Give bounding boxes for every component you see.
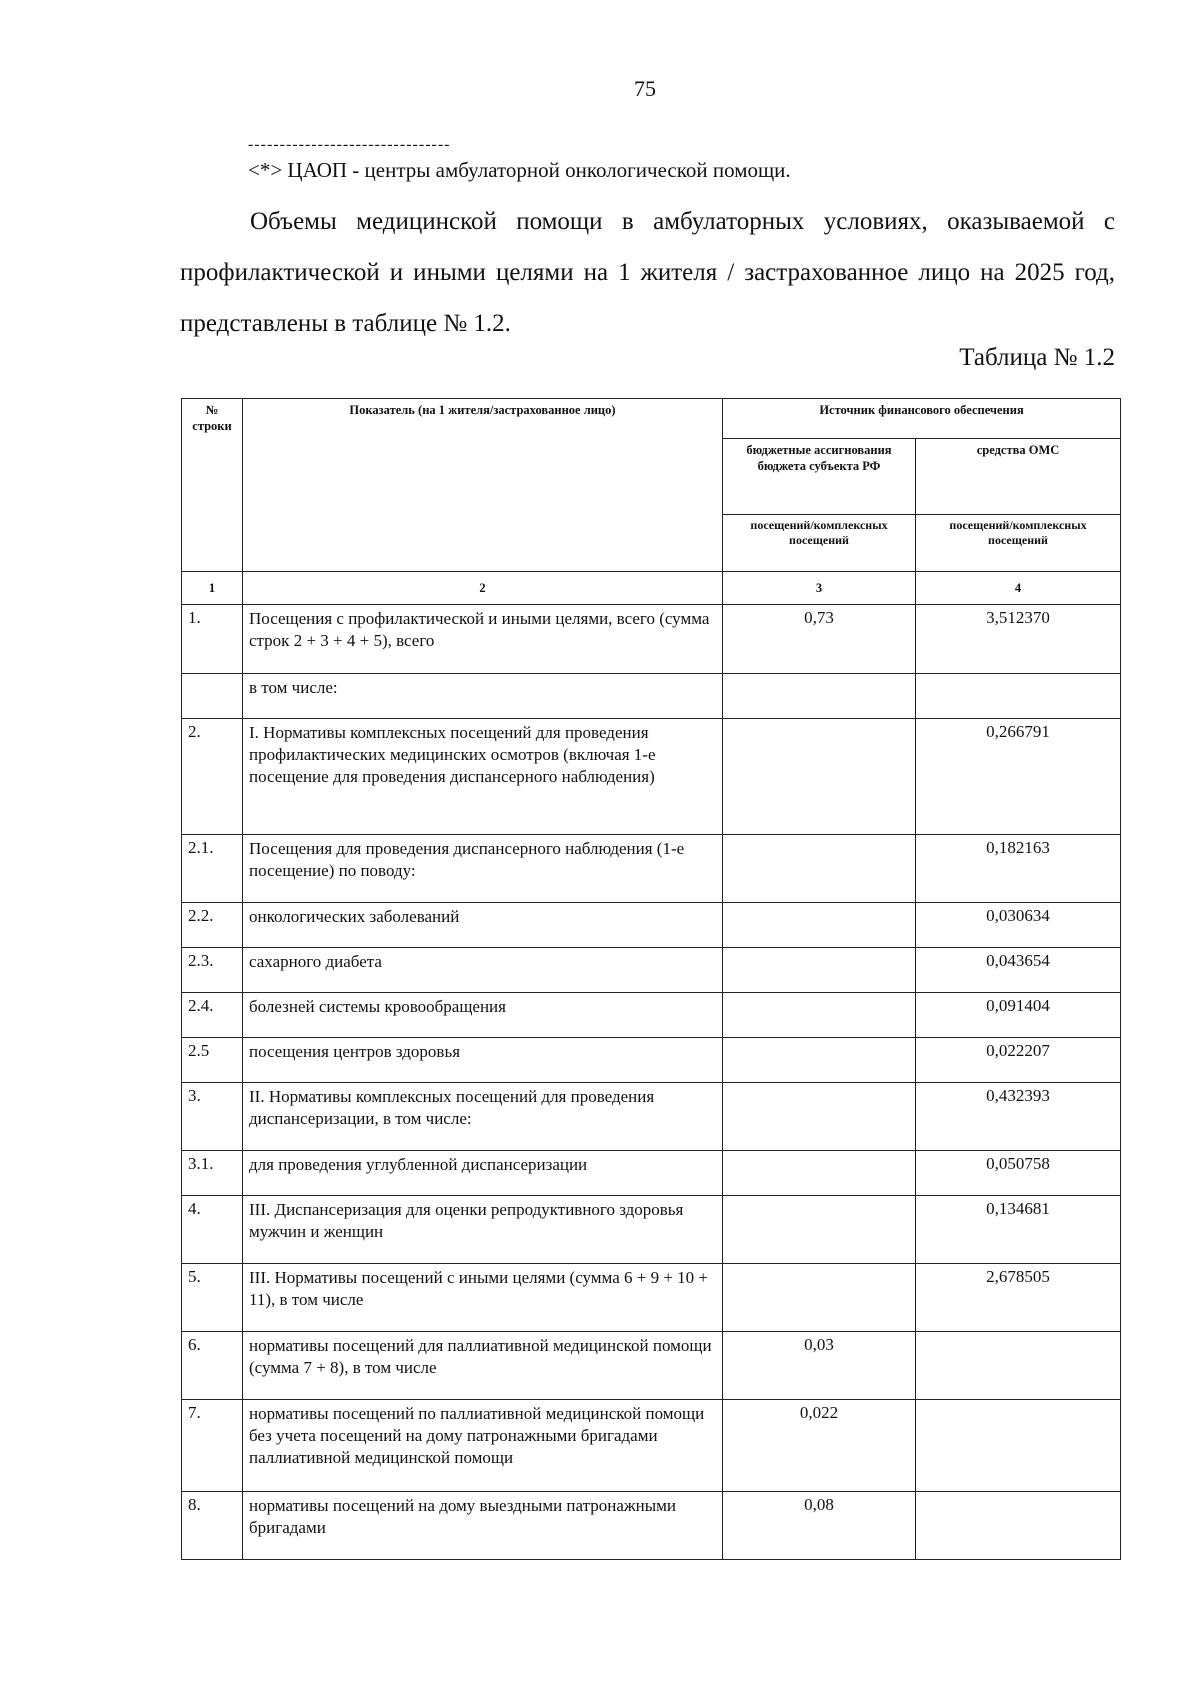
row-oms-value xyxy=(916,674,1121,719)
row-number xyxy=(182,674,243,719)
row-oms-value: 0,266791 xyxy=(916,719,1121,835)
row-budget-value xyxy=(723,1196,916,1264)
row-oms-value: 0,050758 xyxy=(916,1151,1121,1196)
table-row xyxy=(182,605,1121,674)
column-number: 4 xyxy=(916,572,1121,605)
row-budget-value xyxy=(723,903,916,948)
row-number: 2.3. xyxy=(182,948,243,993)
row-indicator: III. Нормативы посещений с иными целями (сумма 6 + 9 + 10 + 11), в том числе xyxy=(243,1264,723,1332)
row-oms-value: 3,512370 xyxy=(916,605,1121,674)
table-row xyxy=(182,1083,1121,1151)
header-row-no: № строки xyxy=(182,399,243,572)
row-budget-value xyxy=(723,1038,916,1083)
row-number: 2. xyxy=(182,719,243,835)
row-budget-value xyxy=(723,993,916,1038)
row-indicator: нормативы посещений на дому выездными патронажными бригадами xyxy=(243,1492,723,1560)
row-indicator: нормативы посещений по паллиативной медицинской помощи без учета посещений на дому патронажными бригадами паллиативной медицинской помощи xyxy=(243,1400,723,1492)
table-row xyxy=(182,1400,1121,1492)
column-number-row xyxy=(182,572,1121,605)
row-indicator: нормативы посещений для паллиативной медицинской помощи (сумма 7 + 8), в том числе xyxy=(243,1332,723,1400)
row-oms-value xyxy=(916,1492,1121,1560)
row-oms-value: 0,182163 xyxy=(916,835,1121,903)
row-budget-value xyxy=(723,674,916,719)
row-oms-value: 2,678505 xyxy=(916,1264,1121,1332)
row-number: 7. xyxy=(182,1400,243,1492)
row-budget-value xyxy=(723,1151,916,1196)
column-number: 2 xyxy=(243,572,723,605)
row-oms-value: 0,030634 xyxy=(916,903,1121,948)
row-number: 2.4. xyxy=(182,993,243,1038)
table-row xyxy=(182,1038,1121,1083)
table-row xyxy=(182,674,1121,719)
page-number: 75 xyxy=(634,76,656,101)
row-indicator: посещения центров здоровья xyxy=(243,1038,723,1083)
column-number: 1 xyxy=(182,572,243,605)
row-budget-value: 0,73 xyxy=(723,605,916,674)
table-row xyxy=(182,1332,1121,1400)
row-indicator: болезней системы кровообращения xyxy=(243,993,723,1038)
row-indicator: сахарного диабета xyxy=(243,948,723,993)
footnote: <*> ЦАОП - центры амбулаторной онкологической помощи. xyxy=(248,158,791,182)
header-oms-unit: посещений/комплексных посещений xyxy=(916,515,1121,572)
row-budget-value xyxy=(723,948,916,993)
row-number: 6. xyxy=(182,1332,243,1400)
table-row xyxy=(182,835,1121,903)
header-budget-unit: посещений/комплексных посещений xyxy=(723,515,916,572)
table-row xyxy=(182,719,1121,835)
row-budget-value: 0,03 xyxy=(723,1332,916,1400)
intro-paragraph: Объемы медицинской помощи в амбулаторных условиях, оказываемой с профилактической и иными целями на 1 жителя / застрахованное лицо на 2025 год, представлены в таблице № 1.2. xyxy=(180,208,1115,337)
row-budget-value xyxy=(723,1083,916,1151)
row-indicator: III. Диспансеризация для оценки репродуктивного здоровья мужчин и женщин xyxy=(243,1196,723,1264)
table-caption: Таблица № 1.2 xyxy=(959,344,1115,371)
row-budget-value xyxy=(723,719,916,835)
row-oms-value: 0,091404 xyxy=(916,993,1121,1038)
header-budget: бюджетные ассигнования бюджета субъекта РФ xyxy=(723,439,916,515)
row-indicator: в том числе: xyxy=(243,674,723,719)
row-number: 3.1. xyxy=(182,1151,243,1196)
row-number: 2.5 xyxy=(182,1038,243,1083)
row-number: 3. xyxy=(182,1083,243,1151)
table-row xyxy=(182,1151,1121,1196)
header-source: Источник финансового обеспечения xyxy=(723,399,1121,439)
header-oms: средства ОМС xyxy=(916,439,1121,515)
row-budget-value xyxy=(723,1264,916,1332)
table-row xyxy=(182,1196,1121,1264)
row-oms-value xyxy=(916,1400,1121,1492)
row-number: 1. xyxy=(182,605,243,674)
row-indicator: онкологических заболеваний xyxy=(243,903,723,948)
row-number: 8. xyxy=(182,1492,243,1560)
row-oms-value xyxy=(916,1332,1121,1400)
row-indicator: I. Нормативы комплексных посещений для проведения профилактических медицинских осмотров (включая 1-е посещение для проведения диспансерного наблюдения) xyxy=(243,719,723,835)
row-number: 2.2. xyxy=(182,903,243,948)
table-row xyxy=(182,948,1121,993)
table-row xyxy=(182,993,1121,1038)
row-number: 5. xyxy=(182,1264,243,1332)
row-oms-value: 0,432393 xyxy=(916,1083,1121,1151)
footnote-divider: -------------------------------- xyxy=(248,136,451,153)
row-number: 4. xyxy=(182,1196,243,1264)
row-budget-value: 0,08 xyxy=(723,1492,916,1560)
table-row xyxy=(182,1492,1121,1560)
table-row xyxy=(182,1264,1121,1332)
table-row xyxy=(182,903,1121,948)
row-oms-value: 0,134681 xyxy=(916,1196,1121,1264)
row-budget-value: 0,022 xyxy=(723,1400,916,1492)
row-oms-value: 0,022207 xyxy=(916,1038,1121,1083)
row-budget-value xyxy=(723,835,916,903)
row-number: 2.1. xyxy=(182,835,243,903)
row-indicator: II. Нормативы комплексных посещений для проведения диспансеризации, в том числе: xyxy=(243,1083,723,1151)
column-number: 3 xyxy=(723,572,916,605)
row-indicator: для проведения углубленной диспансеризации xyxy=(243,1151,723,1196)
row-oms-value: 0,043654 xyxy=(916,948,1121,993)
row-indicator: Посещения для проведения диспансерного наблюдения (1-е посещение) по поводу: xyxy=(243,835,723,903)
header-indicator: Показатель (на 1 жителя/застрахованное лицо) xyxy=(243,399,723,572)
row-indicator: Посещения с профилактической и иными целями, всего (сумма строк 2 + 3 + 4 + 5), всего xyxy=(243,605,723,674)
data-table xyxy=(181,398,1121,1560)
